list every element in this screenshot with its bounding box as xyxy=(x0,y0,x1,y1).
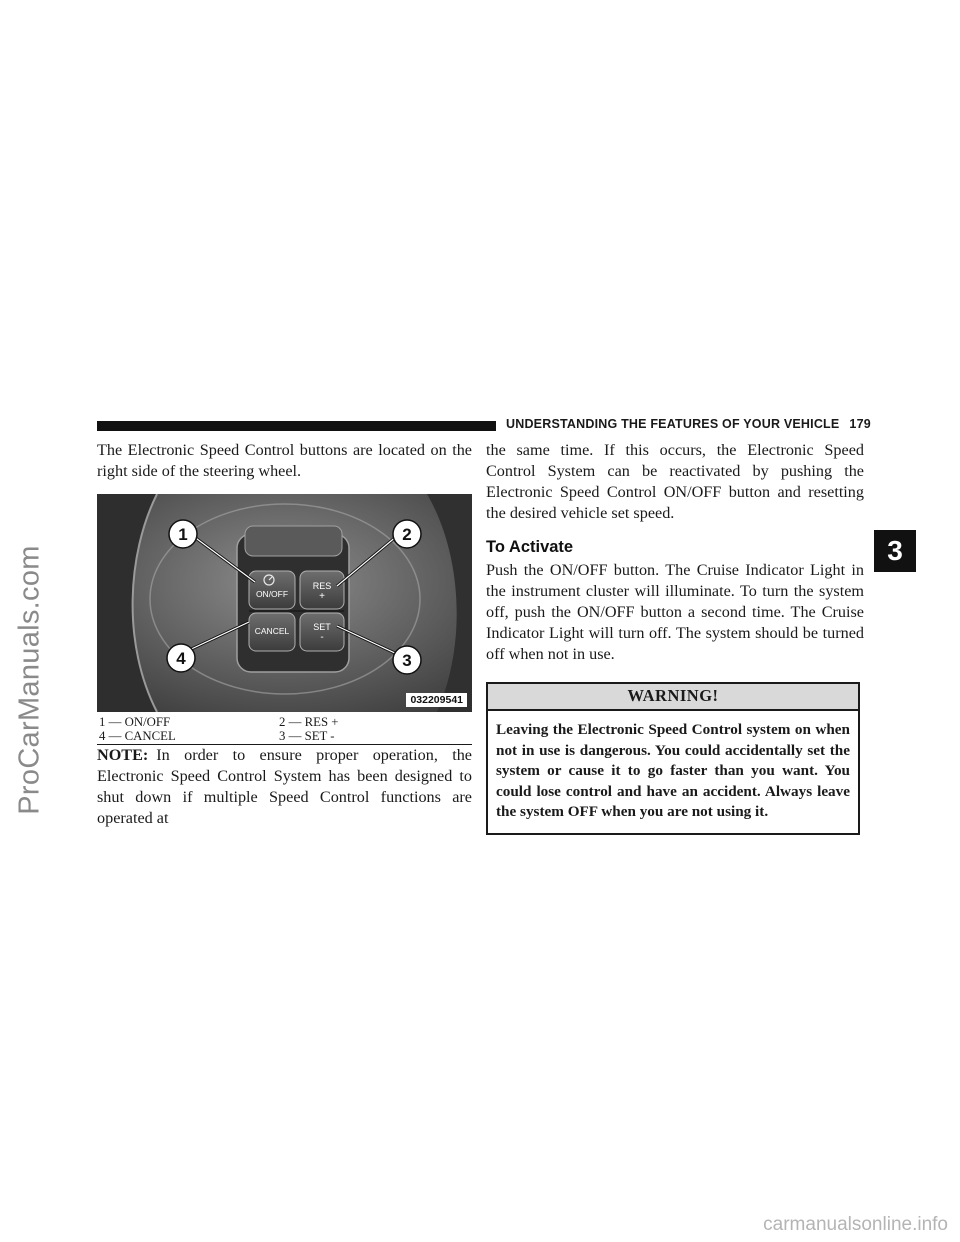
side-watermark xyxy=(10,510,50,850)
intro-paragraph: The Electronic Speed Control buttons are located on the right side of the steering wheel. xyxy=(97,441,472,480)
warning-title: WARNING! xyxy=(488,684,858,711)
speed-control-figure xyxy=(97,494,472,712)
running-header xyxy=(506,417,871,431)
warning-box xyxy=(486,682,860,835)
note-text: In order to ensure proper operation, the Electronic Speed Control System has been designed to shut down if multiple Speed Control functions are operated at xyxy=(97,746,472,827)
legend-row xyxy=(97,729,472,743)
note-label: NOTE: xyxy=(97,746,149,764)
side-watermark-text: ProCarManuals.com xyxy=(13,545,46,815)
continuation-paragraph: the same time. If this occurs, the Electronic Speed Control System can be reactivated by pushing the Electronic Speed Control ON/OFF button and resetting the desired vehicle set speed. xyxy=(486,441,864,522)
res-button-label: RES xyxy=(312,581,332,591)
legend-row xyxy=(97,715,472,729)
legend-item: 3 — SET - xyxy=(279,729,335,743)
note-paragraph xyxy=(97,745,472,829)
callout-1: 1 xyxy=(178,525,188,544)
left-column xyxy=(97,440,472,829)
callout-2: 2 xyxy=(402,525,412,544)
section-heading: To Activate xyxy=(486,538,574,556)
set-minus-label: - xyxy=(320,632,324,643)
callout-3: 3 xyxy=(402,651,412,670)
legend-item: 2 — RES + xyxy=(279,715,339,729)
figure-id: 032209541 xyxy=(406,693,467,707)
res-plus-label: + xyxy=(319,591,325,602)
set-button-label: SET xyxy=(313,622,331,632)
activate-paragraph: Push the ON/OFF button. The Cruise Indicator Light in the instrument cluster will illuminate. To turn the system off, push the ON/OFF button a second time. The Cruise Indicator Light will turn off. The system should be turned off when not in use. xyxy=(486,561,864,663)
right-column xyxy=(486,440,864,835)
steering-wheel-illustration xyxy=(97,494,472,712)
header-rule xyxy=(97,421,496,431)
legend-item: 1 — ON/OFF xyxy=(99,715,171,729)
legend-item: 4 — CANCEL xyxy=(99,729,176,743)
bottom-watermark: carmanualsonline.info xyxy=(763,1214,948,1235)
callout-4: 4 xyxy=(176,649,186,668)
section-title: UNDERSTANDING THE FEATURES OF YOUR VEHICLE xyxy=(506,417,840,431)
on-off-button-label: ON/OFF xyxy=(255,589,289,599)
cancel-button-label: CANCEL xyxy=(254,626,290,636)
figure-legend xyxy=(97,715,472,745)
page-number: 179 xyxy=(849,417,871,431)
chapter-tab: 3 xyxy=(874,530,916,572)
warning-text: Leaving the Electronic Speed Control system on when not in use is dangerous. You could accidentally set the system or cause it to go faster than you want. You could lose control and have an accident. Always leave the system OFF when you are not using it. xyxy=(496,721,850,820)
